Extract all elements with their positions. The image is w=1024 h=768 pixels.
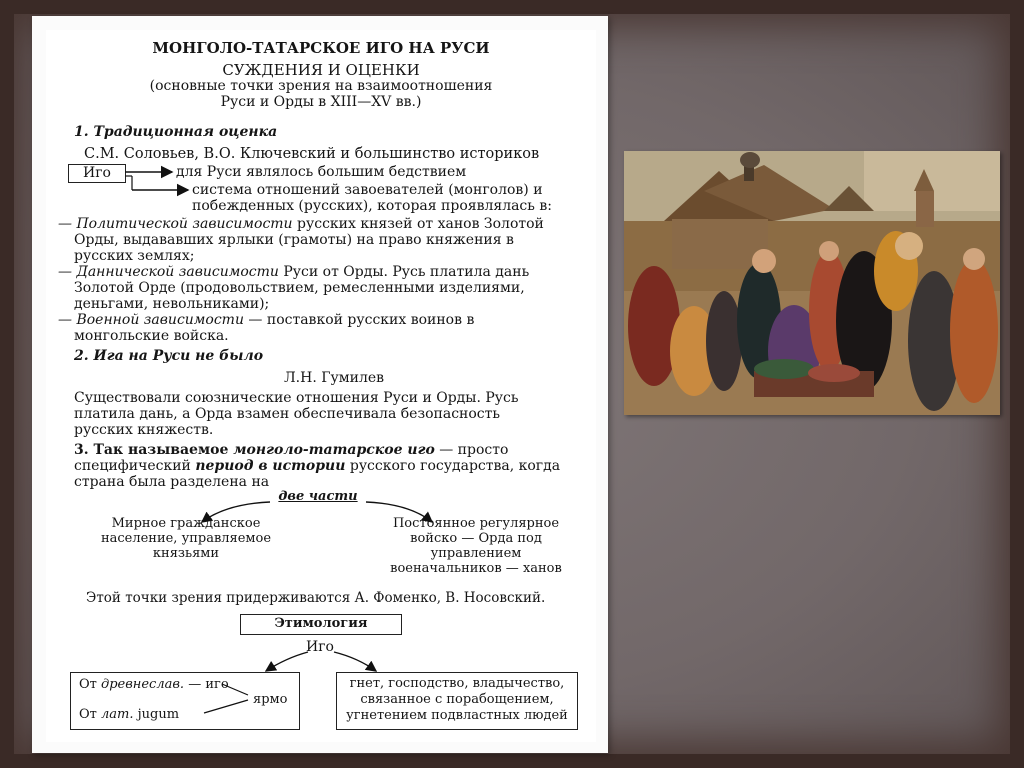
painting-illustration bbox=[624, 151, 1000, 415]
section1-authors: С.М. Соловьев, В.О. Ключевский и большинство историков bbox=[84, 146, 540, 162]
yarmo-connector-bottom bbox=[204, 700, 248, 713]
origin-slavonic-word: — иго bbox=[184, 677, 229, 692]
military-dependence-term: — Военной зависимости bbox=[58, 312, 244, 328]
historical-painting bbox=[624, 151, 1000, 415]
standing-army-line-2: войско — Орда под bbox=[410, 531, 542, 546]
document-title: МОНГОЛО-ТАТАРСКОЕ ИГО НА РУСИ bbox=[152, 39, 490, 57]
political-dependence-line-3: русских землях; bbox=[74, 248, 195, 264]
civil-population-line-2: население, управляемое bbox=[100, 531, 272, 546]
military-dependence-line-2: монгольские войска. bbox=[74, 328, 229, 344]
standing-army-line-4: военачальников — ханов bbox=[390, 561, 562, 576]
meaning-line-3: угнетением подвластных людей bbox=[346, 708, 568, 723]
section2-text-line-3: русских княжеств. bbox=[74, 422, 214, 438]
origin-slavonic-abbr: древнеслав. bbox=[100, 677, 185, 692]
etymology-title: Этимология bbox=[274, 616, 368, 631]
tribute-dependence-line-2: Золотой Орде (продовольствием, ремесленными изделиями, bbox=[74, 280, 525, 296]
standing-army-line-3: управлением bbox=[430, 546, 522, 561]
section3-line-3: страна была разделена на bbox=[74, 474, 270, 490]
document-subtitle: СУЖДЕНИЯ И ОЦЕНКИ bbox=[222, 61, 420, 79]
section3-supporters: Этой точки зрения придерживаются А. Фоменко, В. Носовский. bbox=[86, 590, 546, 606]
section3-text-a: — просто bbox=[434, 442, 509, 458]
section2-heading: 2. Ига на Руси не было bbox=[74, 348, 264, 364]
igo-box-label: Иго bbox=[83, 165, 111, 181]
origin-latin-prefix: От bbox=[79, 707, 101, 722]
igo-consequence-2-line-2: побежденных (русских), которая проявлялась в: bbox=[192, 198, 552, 214]
section2-text-line-1: Существовали союзнические отношения Руси и Орды. Русь bbox=[74, 390, 519, 406]
political-dependence-line-2: Орды, выдававших ярлыки (грамоты) на право княжения в bbox=[74, 232, 514, 248]
civil-population-line-3: князьями bbox=[152, 546, 220, 561]
meaning-line-2: связанное с порабощением, bbox=[360, 692, 554, 707]
section3-period-term: период в истории bbox=[195, 458, 346, 474]
tribute-dependence-term: — Даннической зависимости bbox=[58, 264, 279, 280]
tribute-dependence-text: Руси от Орды. Русь платила дань bbox=[278, 264, 530, 280]
document-sheet bbox=[32, 16, 608, 753]
origin-latin-word: jugum bbox=[133, 707, 180, 722]
meaning-line-1: гнет, господство, владычество, bbox=[349, 676, 565, 691]
tribute-dependence-line-3: деньгами, невольниками); bbox=[74, 296, 270, 312]
yarmo-connector-top bbox=[222, 684, 248, 695]
political-dependence-text: русских князей от ханов Золотой bbox=[292, 216, 544, 232]
section3-text-c: русского государства, когда bbox=[345, 458, 561, 474]
section3-text-b: специфический bbox=[74, 458, 196, 474]
section3-term: монголо-татарское иго bbox=[233, 442, 435, 458]
two-parts-left-arrow bbox=[202, 502, 270, 522]
etymology-root: Иго bbox=[306, 639, 334, 655]
military-dependence-text: — поставкой русских воинов в bbox=[243, 312, 475, 328]
origin-latin-abbr: лат. bbox=[100, 707, 134, 722]
standing-army-line-1: Постоянное регулярное bbox=[392, 516, 560, 531]
civil-population-line-1: Мирное гражданское bbox=[111, 516, 261, 531]
political-dependence-term: — Политической зависимости bbox=[58, 216, 293, 232]
subtitle-note-line-2: Руси и Орды в XIII—XV вв.) bbox=[220, 94, 422, 110]
igo-consequence-2-line-1: система отношений завоевателей (монголов) и bbox=[192, 182, 543, 198]
subtitle-note-line-1: (основные точки зрения на взаимоотношения bbox=[149, 78, 493, 94]
section2-text-line-2: платила дань, а Орда взамен обеспечивала безопасность bbox=[74, 406, 501, 422]
etymology-right-arrow bbox=[334, 652, 376, 671]
section1-heading: 1. Традиционная оценка bbox=[74, 124, 278, 140]
two-parts-label: две части bbox=[278, 489, 358, 504]
igo-consequence-1: для Руси являлось большим бедствием bbox=[176, 164, 467, 180]
section3-number: 3. Так называемое bbox=[74, 442, 234, 458]
document-arrows bbox=[46, 30, 596, 742]
origin-slavonic-prefix: От bbox=[79, 677, 101, 692]
document-page bbox=[46, 30, 596, 742]
two-parts-right-arrow bbox=[366, 502, 432, 522]
section2-author: Л.Н. Гумилев bbox=[284, 370, 385, 386]
etymology-left-arrow bbox=[266, 652, 308, 671]
yarmo-label: ярмо bbox=[253, 692, 288, 707]
